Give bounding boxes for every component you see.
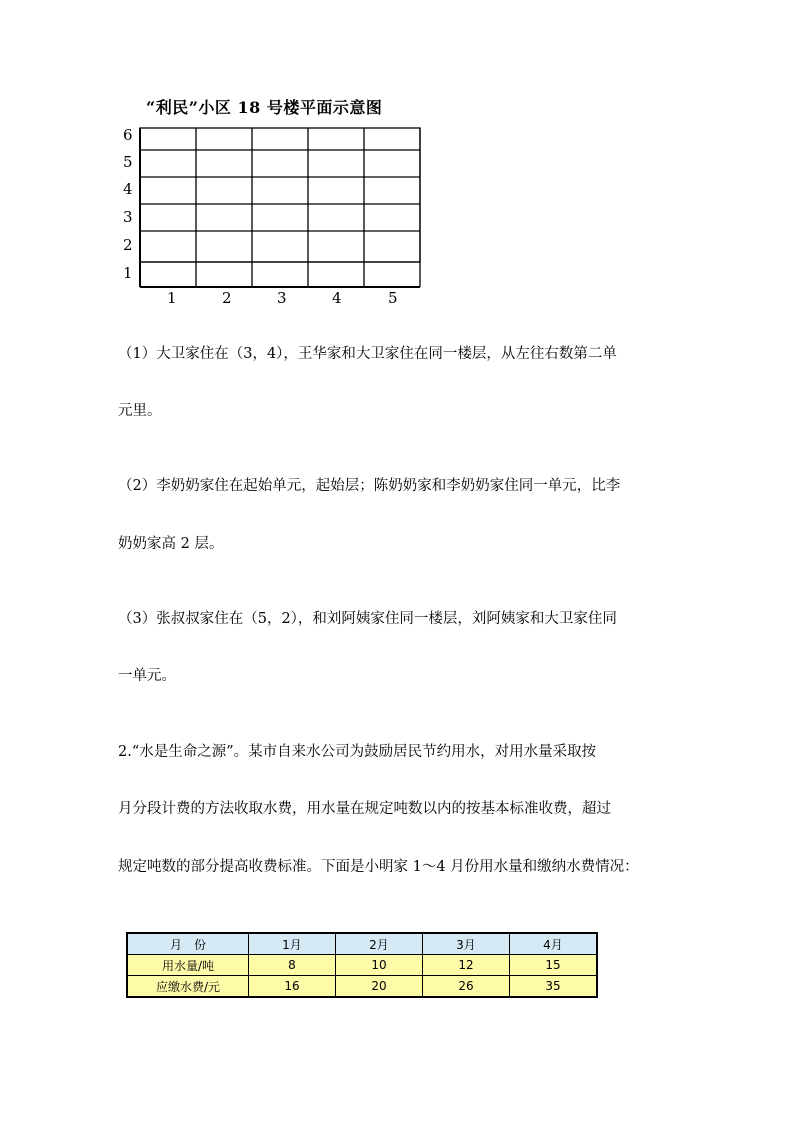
- table-header-cell: 1月: [249, 933, 336, 955]
- table-cell: 35: [510, 976, 598, 998]
- unit-label-1: 1: [167, 289, 177, 307]
- question-1-line-1: （1）大卫家住在（3，4），王华家和大卫家住在同一楼层，从左往右数第二单: [118, 346, 617, 362]
- unit-label-3: 3: [277, 289, 287, 307]
- table-row: [127, 976, 597, 998]
- table-cell: 10: [336, 955, 423, 976]
- table-header-cell: 3月: [423, 933, 510, 955]
- floor-label-6: 6: [123, 126, 133, 144]
- table-cell: 15: [510, 955, 598, 976]
- grid-lines: [140, 128, 420, 287]
- table-header-cell: 4月: [510, 933, 598, 955]
- table-cell: 12: [423, 955, 510, 976]
- question-3-line-2: 一单元。: [118, 668, 176, 684]
- problem-2-line-1: 2.“水是生命之源”。某市自来水公司为鼓励居民节约用水，对用水量采取按: [118, 744, 597, 760]
- question-1-line-2: 元里。: [118, 403, 162, 419]
- floor-label-3: 3: [123, 208, 133, 226]
- floor-label-2: 2: [123, 236, 133, 254]
- table-cell: 20: [336, 976, 423, 998]
- table-header-cell: 2月: [336, 933, 423, 955]
- table-header-row: [127, 933, 597, 955]
- table-cell: 26: [423, 976, 510, 998]
- unit-label-4: 4: [332, 289, 342, 307]
- floor-label-1: 1: [123, 264, 133, 282]
- figure-title: “利民”小区 18 号楼平面示意图: [146, 98, 383, 117]
- problem-2-line-2: 月分段计费的方法收取水费，用水量在规定吨数以内的按基本标准收费，超过: [118, 801, 611, 817]
- table-cell: 16: [249, 976, 336, 998]
- building-floor-plan-grid: [118, 120, 438, 310]
- floor-label-5: 5: [123, 153, 133, 171]
- table-cell: 8: [249, 955, 336, 976]
- unit-label-5: 5: [388, 289, 398, 307]
- unit-label-2: 2: [222, 289, 232, 307]
- water-fee-table: [126, 932, 598, 998]
- problem-2-line-3: 规定吨数的部分提高收费标准。下面是小明家 1～4 月份用水量和缴纳水费情况：: [118, 859, 639, 875]
- table-header-cell: 月 份: [127, 933, 249, 955]
- table-cell: 应缴水费/元: [127, 976, 249, 998]
- question-2-line-1: （2）李奶奶家住在起始单元，起始层；陈奶奶家和李奶奶家住同一单元，比李: [118, 478, 621, 494]
- question-3-line-1: （3）张叔叔家住在（5，2），和刘阿姨家住同一楼层，刘阿姨家和大卫家住同: [118, 611, 617, 627]
- table-cell: 用水量/吨: [127, 955, 249, 976]
- floor-label-4: 4: [123, 180, 133, 198]
- table-row: [127, 955, 597, 976]
- question-2-line-2: 奶奶家高 2 层。: [118, 536, 224, 552]
